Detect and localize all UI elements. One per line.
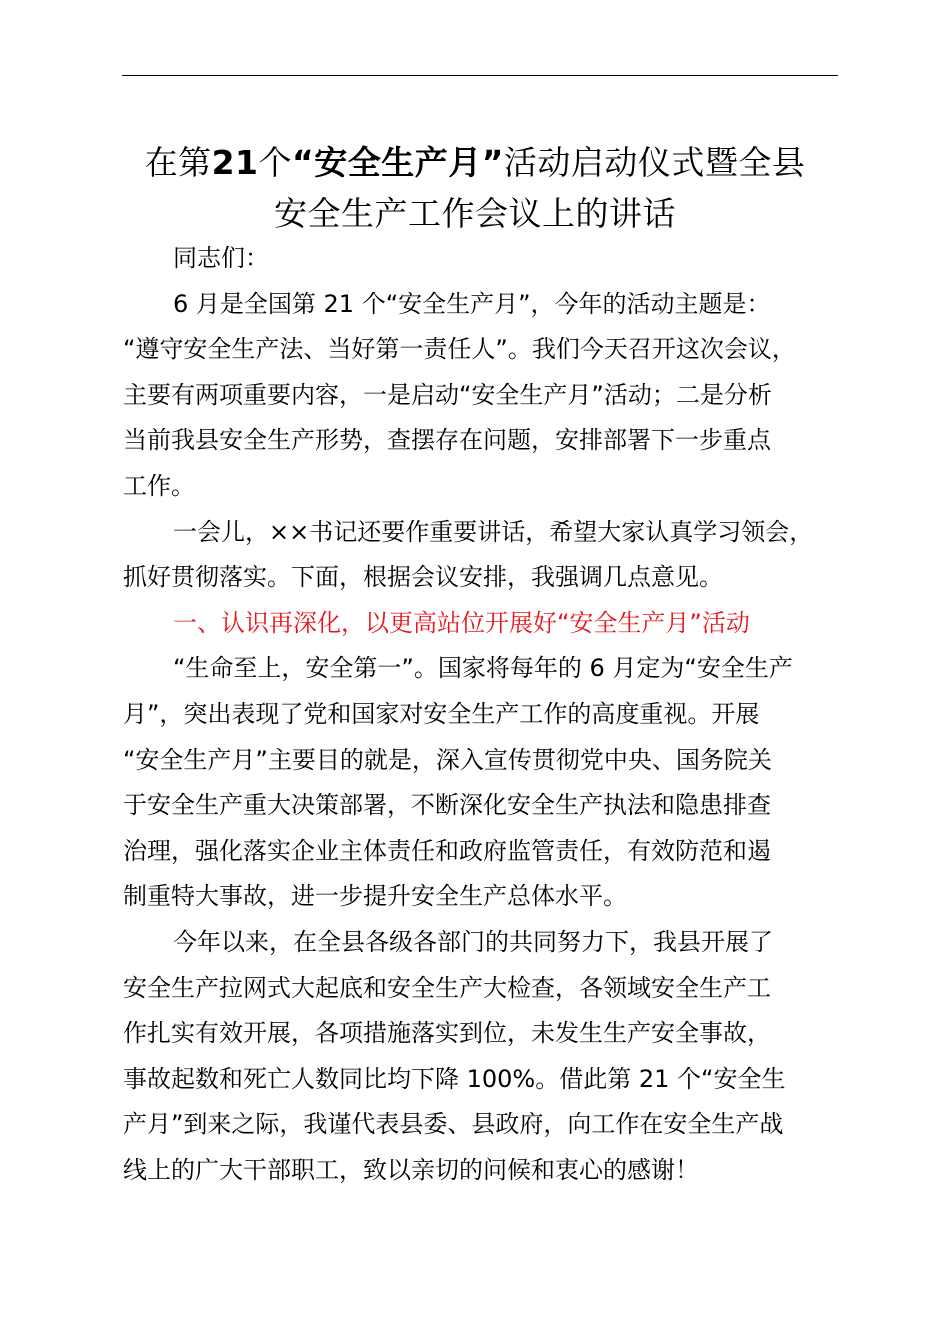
paragraph-4-line-1: 今年以来，在全县各级各部门的共同努力下，我县开展了 [173,927,773,956]
section-heading-1: 一、认识再深化，以更高站位开展好“安全生产月”活动 [173,608,750,637]
title-middle: 个 [258,143,293,182]
paragraph-2-line-2: 抓好贯彻落实。下面，根据会议安排，我强调几点意见。 [123,563,723,592]
paragraph-4-line-4: 事故起数和死亡人数同比均下降 100%。借此第 21 个“安全生 [123,1064,786,1093]
title-quoted: “安全生产月” [292,143,504,182]
document-body [123,236,863,1193]
paragraph-1-line-4: 当前我县安全生产形势，查摆存在问题，安排部署下一步重点 [123,426,771,455]
document-title-line-2: 安全生产工作会议上的讲话 [274,194,676,233]
paragraph-4-line-3: 作扎实有效开展，各项措施落实到位，未发生生产安全事故， [123,1019,771,1048]
title-suffix: 活动启动仪式暨全县 [503,143,806,182]
paragraph-3-line-1: “生命至上，安全第一”。国家将每年的 6 月定为“安全生产 [173,654,793,683]
paragraph-1-line-3: 主要有两项重要内容，一是启动“安全生产月”活动；二是分析 [123,380,772,409]
paragraph-3-line-5: 治理，强化落实企业主体责任和政府监管责任，有效防范和遏 [123,836,771,865]
document-title-line-1 [80,140,870,186]
paragraph-2-line-1: 一会儿，××书记还要作重要讲话，希望大家认真学习领会， [173,517,814,546]
salutation: 同志们： [173,244,269,272]
title-prefix: 在第 [144,143,212,182]
title-number: 21 [211,143,259,182]
paragraph-3-line-4: 于安全生产重大决策部署，不断深化安全生产执法和隐患排查 [123,791,771,820]
header-rule [122,75,838,76]
paragraph-1-line-2: “遵守安全生产法、当好第一责任人”。我们今天召开这次会议， [123,335,796,364]
paragraph-1-line-1: 6 月是全国第 21 个“安全生产月”，今年的活动主题是： [173,289,771,318]
paragraph-1-line-5: 工作。 [123,471,195,500]
paragraph-4-line-6: 线上的广大干部职工，致以亲切的问候和衷心的感谢！ [123,1155,699,1184]
paragraph-3-line-6: 制重特大事故，进一步提升安全生产总体水平。 [123,882,627,911]
paragraph-3-line-3: “安全生产月”主要目的就是，深入宣传贯彻党中央、国务院关 [123,745,772,774]
paragraph-3-line-2: 月”，突出表现了党和国家对安全生产工作的高度重视。开展 [123,699,760,728]
paragraph-4-line-5: 产月”到来之际，我谨代表县委、县政府，向工作在安全生产战 [123,1110,784,1139]
paragraph-4-line-2: 安全生产拉网式大起底和安全生产大检查，各领域安全生产工 [123,973,771,1002]
